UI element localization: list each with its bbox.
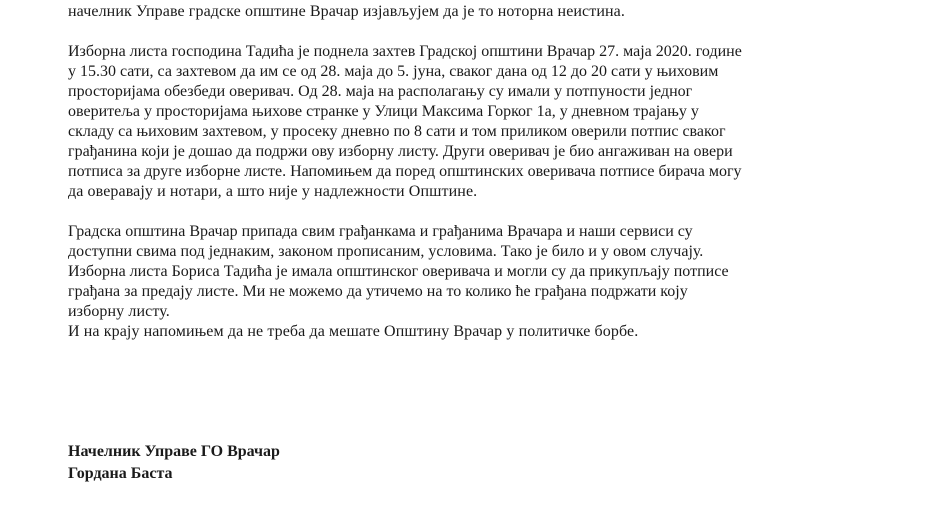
paragraph-1-line-8: да оверавају и нотари, а што није у надлежности Општине. xyxy=(68,183,478,200)
paragraph-2-line-1: Градска општина Врачар припада свим грађанкама и грађанима Врачара и наши сервиси су xyxy=(68,223,693,240)
paragraph-1-line-2: у 15.30 сати, са захтевом да им се од 28. маја до 5. јуна, сваког дана од 12 до 20 сати у њиховим xyxy=(68,63,719,80)
paragraph-1-line-7: потписа за друге изборне листе. Напомињем да поред општинских оверивача потписе бирача могу xyxy=(68,163,742,180)
signature-title: Начелник Управе ГО Врачар xyxy=(68,443,280,460)
paragraph-1-line-5: складу са њиховим захтевом, у просеку дневно по 8 сати и том приликом оверили потпис сваког xyxy=(68,123,726,140)
intro-line: начелник Управе градске општине Врачар изјављујем да је то нотoрна неистина. xyxy=(68,3,625,20)
paragraph-1-line-3: просторијама обезбеди оверивач. Од 28. маја на располагању су имали у потпуности једног xyxy=(68,83,693,100)
paragraph-2-line-6: И на крају напомињем да не треба да мешате Општину Врачар у политичке борбе. xyxy=(68,323,639,340)
paragraph-1-line-1: Изборна листа господина Тадића је поднела захтев Градској општини Врачар 27. маја 2020. године xyxy=(68,43,742,60)
paragraph-2-line-2: доступни свима под једнаким, законом прописаним, условима. Тако је било и у овом случају. xyxy=(68,243,704,260)
paragraph-1-line-6: грађанина који је дошао да подржи ову изборну листу. Други оверивач је био ангаживан на овери xyxy=(68,143,733,160)
paragraph-1-line-4: оверитеља у просторијама њихове странке у Улици Максима Горког 1а, у дневном трајању у xyxy=(68,103,699,120)
paragraph-2-line-4: грађана за предају листе. Ми не можемо да утичемо на то колико ће грађана подржати коју xyxy=(68,283,688,300)
paragraph-2-line-5: изборну листу. xyxy=(68,303,170,320)
paragraph-2-line-3: Изборна листа Бориса Тадића је имала општинског оверивача и могли су да прикупљају потписе xyxy=(68,263,729,280)
signature-name: Гордана Баста xyxy=(68,465,173,482)
